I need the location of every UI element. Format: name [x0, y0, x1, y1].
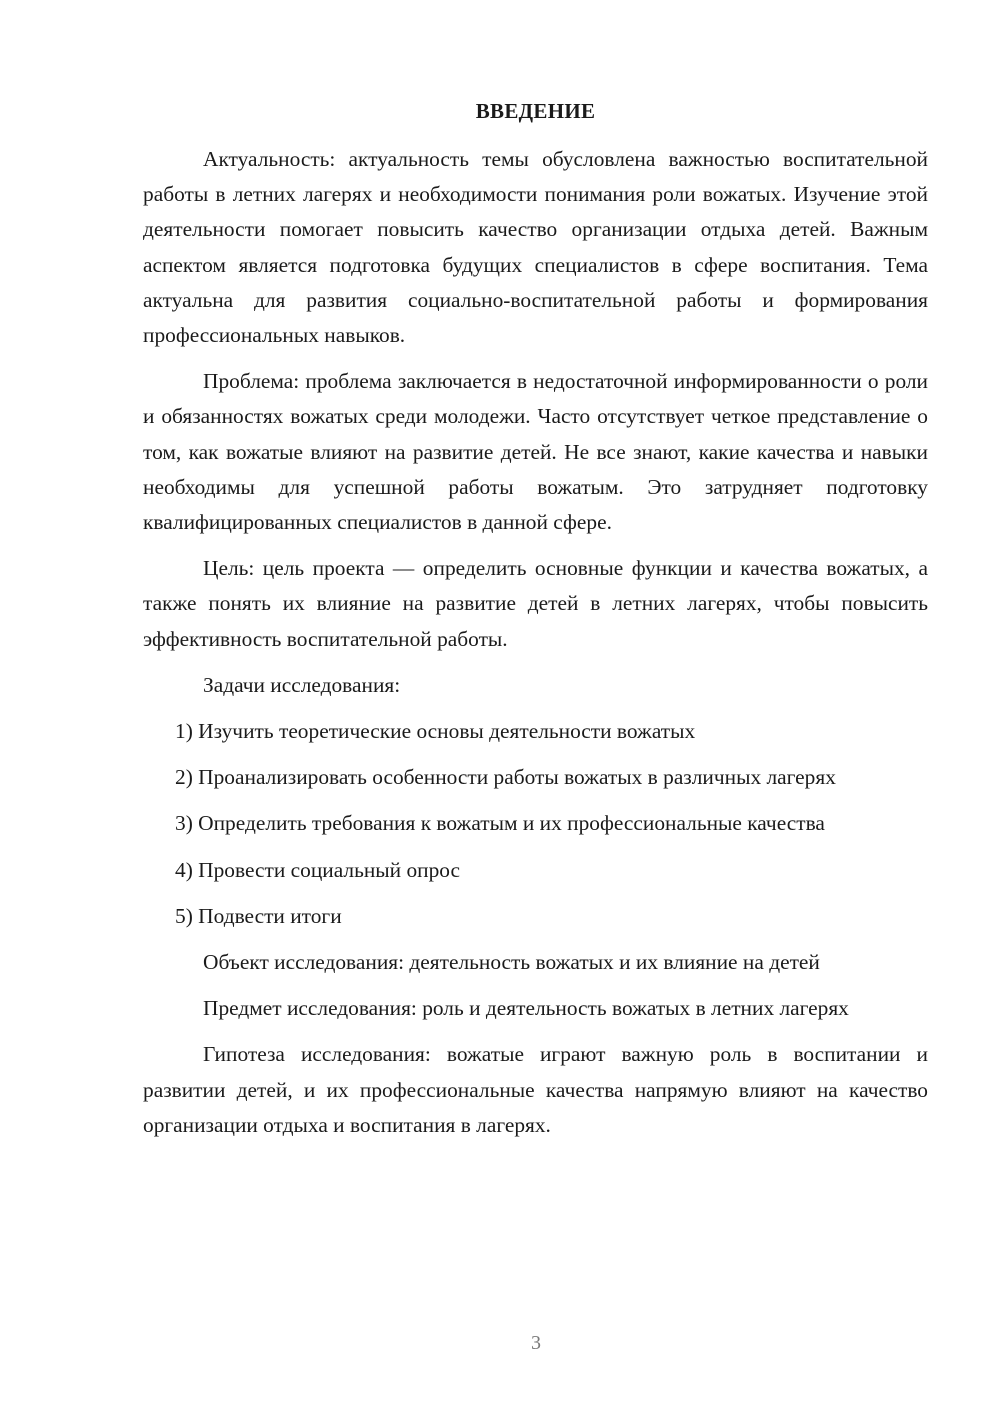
list-item: 1) Изучить теоретические основы деятельности вожатых: [175, 719, 696, 744]
list-item: 2) Проанализировать особенности работы вожатых в различных лагерях: [175, 765, 836, 790]
page-number: 3: [531, 1332, 541, 1354]
list-item: 4) Провести социальный опрос: [175, 857, 461, 882]
subject-paragraph: Предмет исследования: роль и деятельность вожатых в летних лагерях: [203, 996, 849, 1021]
goal-paragraph: Цель: цель проекта — определить основные функции и качества вожатых, а также понять их влияние на развитие детей в летних лагерях, чтобы повысить эффективность воспитательной работы.: [143, 556, 928, 651]
relevance-paragraph: Актуальность: актуальность темы обусловлена важностью воспитательной работы в летних лагерях и необходимости понимания роли вожатых. Изучение этой деятельности помогает повысить качество организации отдыха детей. Важным аспектом является подготовка будущих специалистов в сфере воспитания. Тема актуальна для развития социально-воспитательной работы и формирования профессиональных навыков.: [143, 147, 928, 348]
list-item: 5) Подвести итоги: [175, 903, 342, 928]
page-title: ВВЕДЕНИЕ: [475, 99, 596, 123]
hypothesis-paragraph: Гипотеза исследования: вожатые играют важную роль в воспитании и развитии детей, и их профессиональные качества напрямую влияют на качество организации отдыха и воспитания в лагерях.: [143, 1042, 928, 1137]
tasks-heading: Задачи исследования:: [203, 672, 401, 697]
document-page: [143, 94, 928, 1143]
problem-paragraph: Проблема: проблема заключается в недостаточной информированности о роли и обязанностях вожатых среди молодежи. Часто отсутствует четкое представление о том, как вожатые влияют на развитие детей. Не все знают, какие качества и навыки необходимы для успешной работы вожатым. Это затрудняет подготовку квалифицированных специалистов в данной сфере.: [143, 369, 928, 535]
list-item: 3) Определить требования к вожатым и их профессиональные качества: [175, 811, 825, 836]
object-paragraph: Объект исследования: деятельность вожатых и их влияние на детей: [203, 950, 820, 975]
